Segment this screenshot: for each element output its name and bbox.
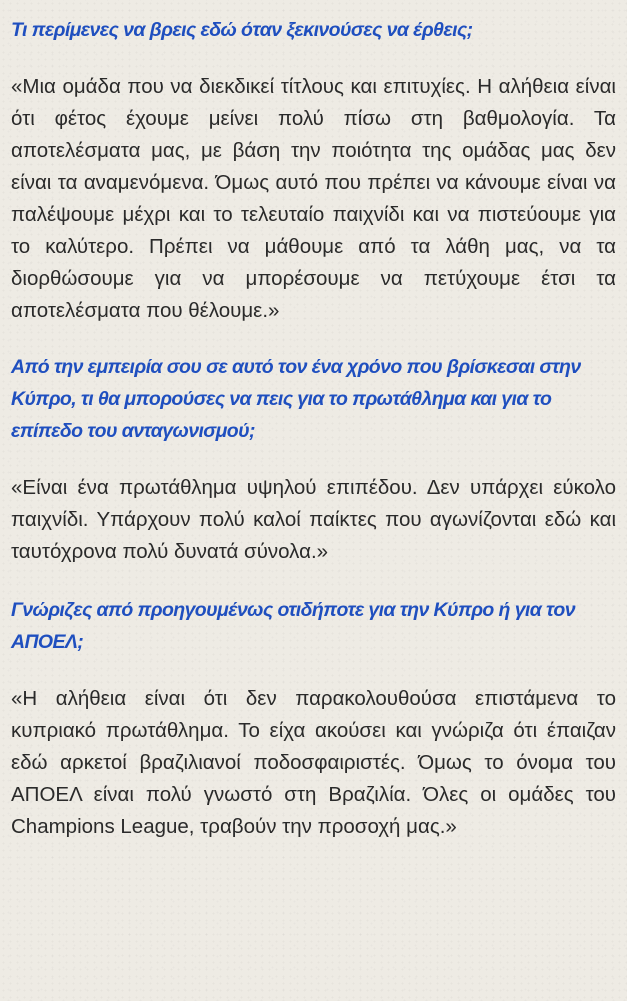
- question-3: Γνώριζες από προηγουμένως οτιδήποτε για την Κύπρο ή για τον ΑΠΟΕΛ;: [11, 599, 575, 653]
- answer-3: «Η αλήθεια είναι ότι δεν παρακολουθούσα επιστάμενα το κυπριακό πρωτάθλημα. Το είχα ακούσει και γνώριζα ότι έπαιζαν εδώ αρκετοί βραζιλιανοί ποδοσφαιριστές. Όμως το όνομα του ΑΠΟΕΛ είναι πολύ γνωστό στη Βραζιλία. Όλες οι ομάδες του Champions League, τραβούν την προσοχή μας.»: [11, 687, 616, 838]
- answer-1: «Μια ομάδα που να διεκδικεί τίτλους και επιτυχίες. Η αλήθεια είναι ότι φέτος έχουμε μείνει πολύ πίσω στη βαθμολογία. Τα αποτελέσματα μας, με βάση την ποιότητα της ομάδας μας δεν είναι τα αναμενόμενα. Όμως αυτό που πρέπει να κάνουμε είναι να παλέψουμε μέχρι και το τελευταίο παιχνίδι και να πιστεύουμε για το καλύτερο. Πρέπει να μάθουμε από τα λάθη μας, να τα διορθώσουμε για να μπορέσουμε να πετύχουμε έτσι τα αποτελέσματα που θέλουμε.»: [11, 75, 616, 322]
- question-2: Από την εμπειρία σου σε αυτό τον ένα χρόνο που βρίσκεσαι στην Κύπρο, τι θα μπορούσες να πεις για το πρωτάθλημα και για το επίπεδο του ανταγωνισμού;: [11, 356, 581, 442]
- question-1: Τι περίμενες να βρεις εδώ όταν ξεκινούσες να έρθεις;: [11, 19, 473, 41]
- answer-2: «Είναι ένα πρωτάθλημα υψηλού επιπέδου. Δεν υπάρχει εύκολο παιχνίδι. Υπάρχουν πολύ καλοί παίκτες που αγωνίζονται εδώ και ταυτόχρονα πολύ δυνατά σύνολα.»: [11, 476, 616, 563]
